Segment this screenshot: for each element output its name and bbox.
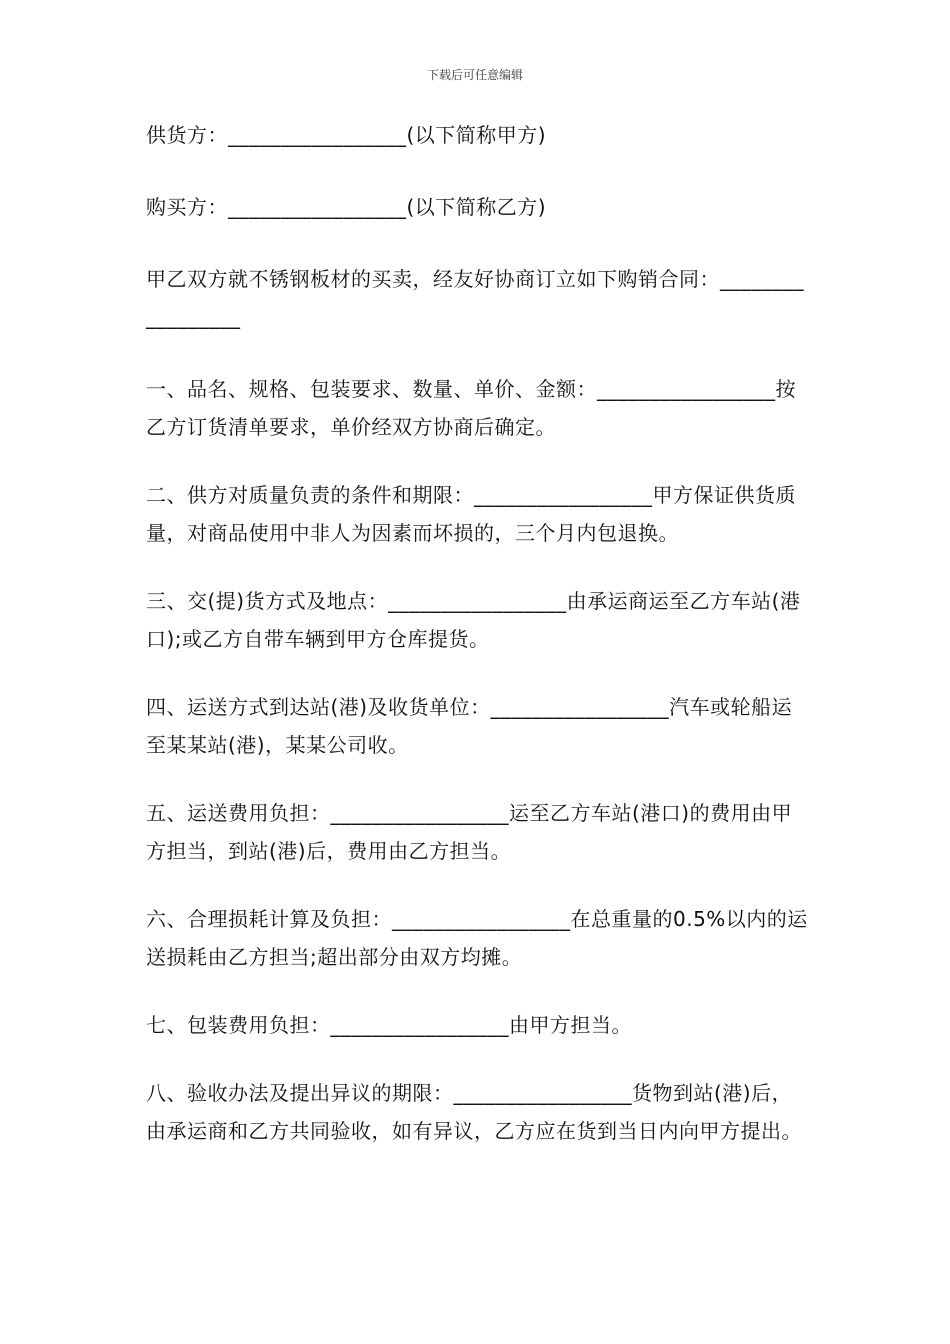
page-header-note: 下载后可任意编辑 [426,68,523,82]
contract-intro: 甲乙双方就不锈钢板材的买卖，经友好协商订立如下购销合同：_________________ [146,267,804,329]
clause-2: 二、供方对质量负责的条件和期限：_________________甲方保证供货质量，对商品使用中非人为因素而坏损的，三个月内包退换。 [146,483,796,545]
contract-body [146,116,810,1180]
clause-8: 八、验收办法及提出异议的期限：_________________货物到站(港)后，由承运商和乙方共同验收，如有异议，乙方应在货到当日内向甲方提出。 [146,1081,802,1143]
clause-6: 六、合理损耗计算及负担：_________________在总重量的0.5%以内的运送损耗由乙方担当;超出部分由双方均摊。 [146,907,808,969]
clause-5: 五、运送费用负担：_________________运至乙方车站(港口)的费用由甲方担当，到站(港)后，费用由乙方担当。 [146,801,793,863]
clause-7: 七、包装费用负担：_________________由甲方担当。 [146,1013,632,1037]
buyer-line: 购买方：_________________(以下简称乙方) [146,195,547,219]
clause-3: 三、交(提)货方式及地点：_________________由承运商运至乙方车站(港口);或乙方自带车辆到甲方仓库提货。 [146,589,801,651]
clause-4: 四、运送方式到达站(港)及收货单位：_________________汽车或轮船运至某某站(港)，某某公司收。 [146,695,793,757]
supplier-line: 供货方：_________________(以下简称甲方) [146,123,547,147]
clause-1: 一、品名、规格、包装要求、数量、单价、金额：_________________按乙方订货清单要求，单价经双方协商后确定。 [146,377,796,439]
